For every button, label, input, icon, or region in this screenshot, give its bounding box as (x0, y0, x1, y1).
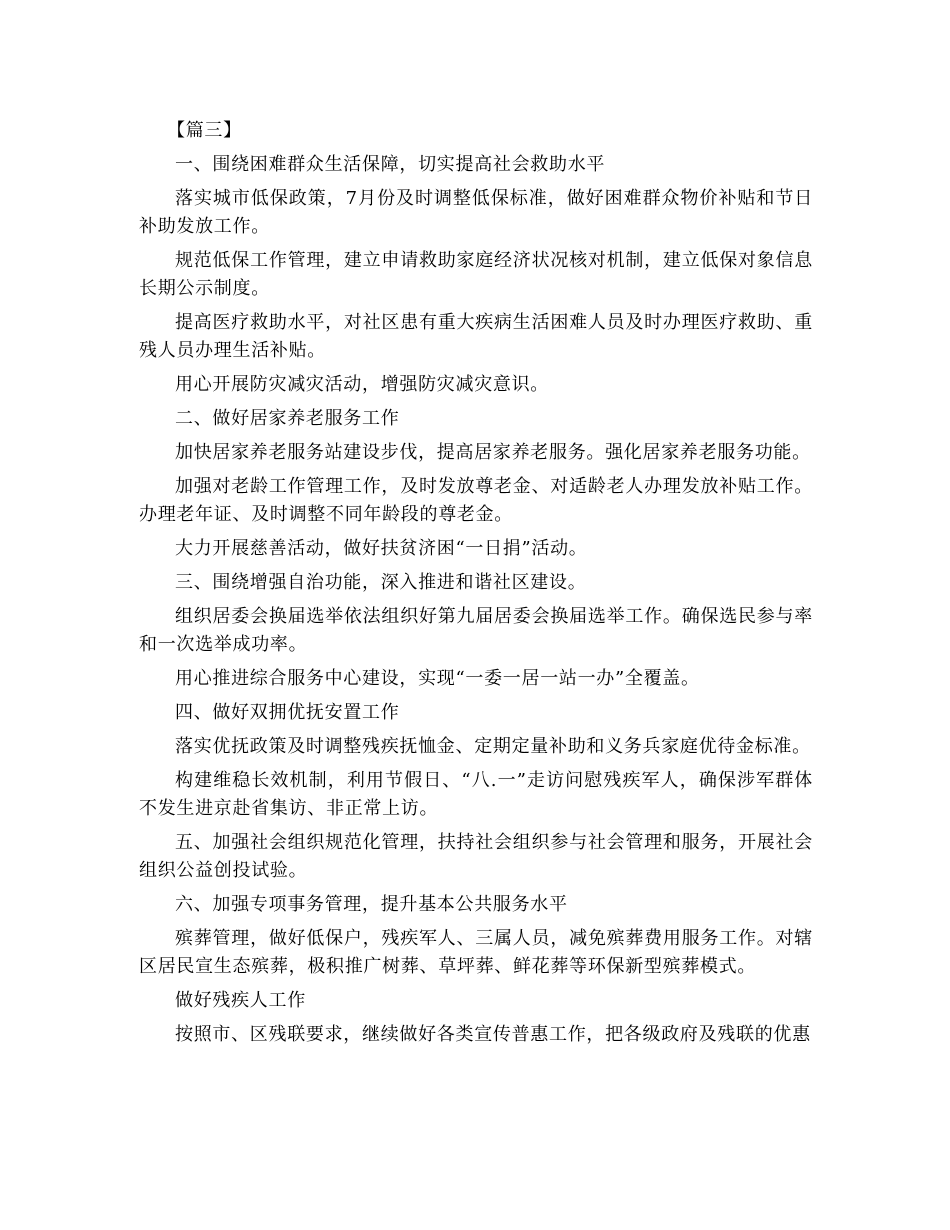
heading-3: 三、围绕增强自治功能，深入推进和谐社区建设。 (175, 572, 587, 593)
heading-4: 四、做好双拥优抚安置工作 (175, 702, 400, 723)
paragraph: 加快居家养老服务站建设步伐，提高居家养老服务。强化居家养老服务功能。 (175, 442, 811, 463)
paragraph: 做好残疾人工作 (175, 990, 306, 1011)
paragraph: 大力开展慈善活动，做好扶贫济困“一日捐”活动。 (175, 538, 588, 559)
paragraph: 提高医疗救助水平，对社区患有重大疾病生活困难人员及时办理医疗救助、重残人员办理生活补贴。 (139, 312, 813, 361)
paragraph: 组织居委会换届选举依法组织好第九届居委会换届选举工作。确保选民参与率和一次选举成功率。 (139, 606, 813, 655)
paragraph: 按照市、区残联要求，继续做好各类宣传普惠工作，把各级政府及残联的优惠 (175, 1024, 811, 1045)
paragraph: 规范低保工作管理，建立申请救助家庭经济状况核对机制，建立低保对象信息长期公示制度。 (139, 250, 813, 299)
paragraph: 用心推进综合服务中心建设，实现“一委一居一站一办”全覆盖。 (175, 668, 700, 689)
paragraph: 落实优抚政策及时调整残疾抚恤金、定期定量补助和义务兵家庭优待金标准。 (175, 736, 811, 757)
paragraph: 落实城市低保政策，7月份及时调整低保标准，做好困难群众物价补贴和节日补助发放工作。 (139, 188, 813, 237)
heading-2: 二、做好居家养老服务工作 (175, 408, 400, 429)
section-title: 【篇三】 (167, 120, 242, 141)
paragraph: 殡葬管理，做好低保户，残疾军人、三属人员，减免殡葬费用服务工作。对辖区居民宣生态殡葬，极积推广树葬、草坪葬、鲜花葬等环保新型殡葬模式。 (139, 928, 813, 977)
paragraph: 用心开展防灾减灾活动，增强防灾减灾意识。 (175, 374, 549, 395)
paragraph: 加强对老龄工作管理工作，及时发放尊老金、对适龄老人办理发放补贴工作。办理老年证、及时调整不同年龄段的尊老金。 (139, 476, 813, 525)
heading-1: 一、围绕困难群众生活保障，切实提高社会救助水平 (175, 154, 606, 175)
paragraph: 构建维稳长效机制，利用节假日、“八.一”走访问慰残疾军人，确保涉军群体不发生进京赴省集访、非正常上访。 (139, 770, 813, 819)
heading-5: 五、加强社会组织规范化管理，扶持社会组织参与社会管理和服务，开展社会组织公益创投试验。 (139, 832, 813, 881)
heading-6: 六、加强专项事务管理，提升基本公共服务水平 (175, 894, 568, 915)
document-body (139, 117, 813, 1055)
